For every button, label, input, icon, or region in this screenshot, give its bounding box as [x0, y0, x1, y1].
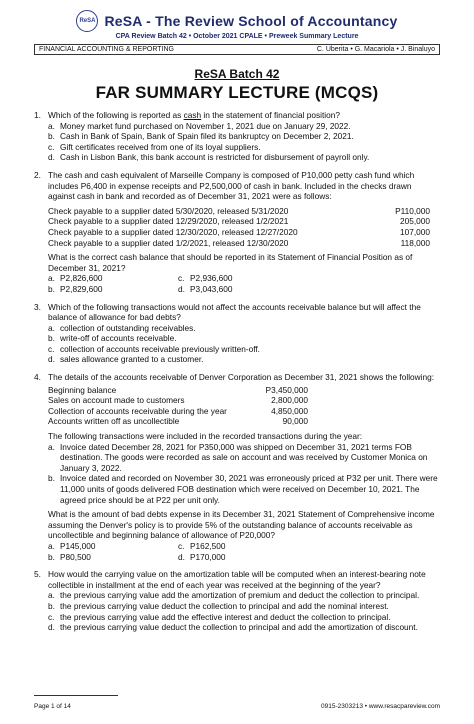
question-ask: What is the correct cash balance that should be reported in its Statement of Financial Position as of December 31, 2021? [48, 252, 413, 273]
contact-info: 0915-2303213 • www.resacpareview.com [321, 703, 440, 710]
answer-options [48, 541, 440, 562]
question-4 [34, 372, 440, 562]
page-number: Page 1 of 14 [34, 703, 71, 710]
school-name: ReSA - The Review School of Accountancy [104, 13, 398, 29]
answer-option: d. P170,000 [178, 551, 226, 562]
question-number: 4. [34, 372, 41, 383]
question-3 [34, 302, 440, 366]
question-stem: The cash and cash equivalent of Marseille Company is composed of P10,000 petty cash fund which includes P6,400 in expense receipts and P2,500,000 of cash in bank. Included in the checks drawn against cash in bank and recorded as of December 31, 2021 were as follows: [48, 169, 415, 202]
answer-option: b. the previous carrying value deduct the collection to principal and add the nominal interest. [48, 600, 389, 611]
table-row: Collection of accounts receivable during the year 4,850,000 [48, 405, 308, 416]
check-row: Check payable to a supplier dated 5/30/2020, released 5/31/2020 P110,000 [48, 205, 430, 216]
answer-options [48, 273, 440, 294]
question-number: 3. [34, 301, 41, 312]
checks-list [48, 206, 440, 248]
question-stem-2: The following transactions were included in the recorded transactions during the year: [48, 431, 363, 442]
table-row: Accounts written off as uncollectible 90,000 [48, 416, 308, 427]
answer-option: c. P162,500 [178, 540, 226, 551]
answer-option: a. collection of outstanding receivables. [48, 322, 196, 333]
header-subline: CPA Review Batch 42 • October 2021 CPALE • Preweek Summary Lecture [115, 33, 359, 40]
question-number: 5. [34, 569, 41, 580]
batch-heading: ReSA Batch 42 [194, 67, 280, 81]
transaction-item: a. Invoice dated December 28, 2021 for P350,000 was shipped on December 31, 2021 terms FOB destination. The goods were recorded as sale on account and was received by Customer Monica on January 3, 2022. [48, 441, 428, 473]
subject-bar [34, 44, 440, 55]
answer-option: a. Money market fund purchased on November 1, 2021 due on January 29, 2022. [48, 120, 351, 131]
answer-option: b. Cash in Bank of Spain, Bank of Spain filed its bankruptcy on December 2, 2021. [48, 131, 354, 142]
page-header [34, 0, 440, 55]
question-ask: What is the amount of bad debts expense in its December 31, 2021 Statement of Comprehensive income assuming the Denver's policy is to provide 5% of the outstanding balance of accounts receivable as uncollectible and beginning balance of allowance of P20,000? [48, 509, 435, 541]
table-row: Beginning balance P3,450,000 [48, 384, 308, 395]
answer-option: c. the previous carrying value add the effective interest and deduct the collection to principal. [48, 611, 391, 622]
answer-option: d. P3,043,600 [178, 283, 233, 294]
check-row: Check payable to a supplier dated 1/2/2021, released 12/30/2020 118,000 [48, 237, 430, 248]
question-stem: The details of the accounts receivable of Denver Corporation as December 31, 2021 shows the following: [48, 372, 435, 383]
instructors: C. Uberita • G. Macariola • J. Binaluyo [316, 46, 435, 53]
question-5 [34, 569, 440, 633]
answer-option: d. sales allowance granted to a customer. [48, 354, 204, 365]
receivables-table [48, 385, 440, 427]
check-row: Check payable to a supplier dated 12/30/2020, released 12/27/2020 107,000 [48, 226, 430, 237]
answer-option: d. the previous carrying value deduct the collection to principal and add the amortization of discount. [48, 622, 418, 633]
answer-option: a. the previous carrying value add the amortization of premium and deduct the collection to principal. [48, 590, 420, 601]
answer-option: b. P80,500 [48, 551, 91, 562]
subject-name: FINANCIAL ACCOUNTING & REPORTING [39, 46, 174, 53]
answer-option: b. P2,829,600 [48, 283, 103, 294]
page-footer [34, 703, 440, 710]
document-title: FAR SUMMARY LECTURE (MCQS) [95, 83, 379, 102]
answer-option: a. P145,000 [48, 540, 96, 551]
answer-option: c. Gift certificates received from one of its loyal suppliers. [48, 141, 261, 152]
question-stem: Which of the following transactions would not affect the accounts receivable balance but will affect the balance of allowance for bad debts? [48, 301, 421, 323]
footer-divider [34, 695, 118, 696]
question-stem: Which of the following is reported as cash in the statement of financial position? [48, 110, 340, 120]
question-1 [34, 110, 440, 163]
check-row: Check payable to a supplier dated 12/29/2020, released 1/2/2021 205,000 [48, 216, 430, 227]
table-row: Sales on account made to customers 2,800,000 [48, 395, 308, 406]
answer-option: c. collection of accounts receivable previously written-off. [48, 343, 260, 354]
answer-option: b. write-off of accounts receivable. [48, 333, 177, 344]
resa-logo-icon: ReSA [76, 10, 98, 32]
answer-option: c. P2,936,600 [178, 273, 233, 284]
question-stem: How would the carrying value on the amortization table will be computed when an interest-bearing note collectible in installment at the end of each year was received at the beginning of the year? [48, 569, 426, 590]
question-number: 2. [34, 169, 41, 180]
transaction-item: b. Invoice dated and recorded on November 30, 2021 was erroneously priced at P32 per unit. There were 11,000 units of goods delivered FOB destination which were received on December 10, 2021. The agreed price should be at P22 per unit only. [48, 473, 438, 505]
answer-option: d. Cash in Lisbon Bank, this bank account is restricted for disbursement of payroll only. [48, 152, 370, 163]
answer-option: a. P2,826,600 [48, 273, 103, 284]
question-2 [34, 170, 440, 295]
question-number: 1. [34, 110, 41, 120]
